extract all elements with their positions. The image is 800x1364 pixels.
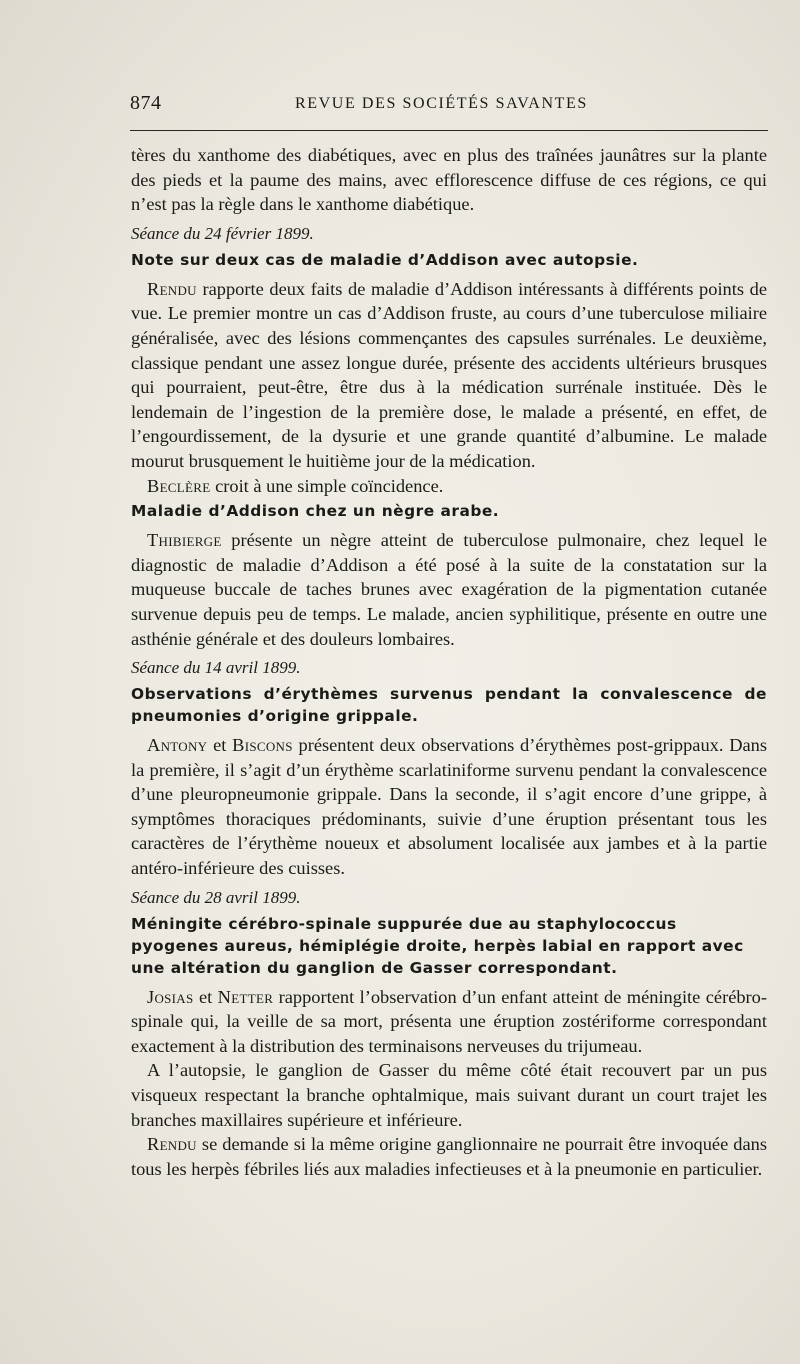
- paragraph: [131, 528, 767, 651]
- header-rule: [130, 130, 768, 131]
- paragraph-text: rapporte deux faits de maladie d’Addison intéressants à différents points de vue. Le premier montre un cas d’Addison fruste, au cours d’une tuberculose miliaire généralisée, avec des lésions commençantes des capsules surrénales. Le deuxième, classique pendant une assez longue durée, présente des accidents ultérieurs brusques qui pourraient, peut-être, être dus à la médication surrénale instituée. Dès le lendemain de l’ingestion de la première dose, le malade a présenté, en effet, de l’engourdissement, de la dysurie et une grande quantité d’albumine. Le malade mourut brusquement le huitième jour de la médication.: [131, 278, 767, 471]
- paragraph-text: rapportent l’observation d’un enfant atteint de méningite cérébro-spinale qui, la veille de sa mort, présenta une éruption zostériforme correspondant exactement à la distribution des terminaisons nerveuses du trijumeau.: [131, 986, 768, 1056]
- section-heading: Note sur deux cas de maladie d’Addison avec autopsie.: [131, 250, 639, 269]
- author-name: Josias: [147, 986, 194, 1007]
- paragraph: A l’autopsie, le ganglion de Gasser du même côté était recouvert par un pus visqueux respectant la branche ophtalmique, mais suivant durant un court trajet les branches maxillaires supérieure et inférieure.: [131, 1060, 767, 1130]
- paragraph: [131, 733, 767, 881]
- paragraph-text: présente un nègre atteint de tuberculose pulmonaire, chez lequel le diagnostic de maladie d’Addison a été posé à la suite de la constatation sur la muqueuse buccale de taches brunes avec exagération de la pigmentation cutanée survenue depuis peu de temps. Le malade, ancien syphilitique, présente en outre une asthénie générale et des douleurs lombaires.: [131, 530, 767, 649]
- page-body: [131, 143, 767, 1181]
- paragraph-text: présentent deux observations d’érythèmes post-grippaux. Dans la première, il s’agit d’un érythème scarlatiniforme survenu pendant la convalescence d’une pleuropneumonie grippale. Dans la seconde, il s’agit encore d’une grippe, à symptômes thoraciques prédominants, suivie d’une éruption présentant tous les caractères de l’érythème noueux et absolument localisée aux jambes et à la partie antéro-inférieure des cuisses.: [131, 735, 768, 879]
- author-name: Antony: [147, 735, 208, 756]
- author-name: Thibierge: [147, 530, 222, 551]
- paragraph-text: se demande si la même origine ganglionnaire ne pourrait être invoquée dans tous les herpès fébriles liés aux maladies infectieuses et à la pneumonie en particulier.: [131, 1134, 767, 1179]
- section-heading: Observations d’érythèmes survenus pendant la convalescence de pneumonies d’origine grippale.: [131, 685, 767, 726]
- author-name: Beclère: [147, 475, 211, 496]
- paragraph: [131, 985, 767, 1059]
- paragraph: [131, 1132, 767, 1181]
- paragraph-text: croit à une simple coïncidence.: [210, 475, 444, 496]
- session-date: Séance du 28 avril 1899.: [131, 887, 301, 907]
- section-heading: Méningite cérébro-spinale suppurée due au staphylococcus pyogenes aureus, hémiplégie droite, herpès labial en rapport avec une altération du ganglion de Gasser correspondant.: [131, 914, 744, 977]
- continued-paragraph: tères du xanthome des diabétiques, avec en plus des traînées jaunâtres sur la plante des pieds et la paume des mains, avec efflorescence diffuse de ces régions, ce qui n’est pas la règle dans le xanthome diabétique.: [131, 145, 767, 215]
- page-header: [130, 92, 768, 120]
- section-heading: Maladie d’Addison chez un nègre arabe.: [131, 502, 500, 521]
- paragraph: [131, 474, 767, 499]
- paragraph: [131, 277, 767, 474]
- author-name: Rendu: [147, 1134, 197, 1155]
- running-title: REVUE DES SOCIÉTÉS SAVANTES: [295, 95, 588, 112]
- conjunction: et: [207, 735, 233, 756]
- author-name: Netter: [217, 986, 274, 1007]
- author-name: Rendu: [147, 278, 197, 299]
- session-date: Séance du 14 avril 1899.: [131, 658, 301, 678]
- conjunction: et: [193, 986, 218, 1007]
- author-name: Biscons: [232, 735, 293, 756]
- page-number: 874: [130, 92, 162, 114]
- session-date: Séance du 24 février 1899.: [131, 223, 314, 243]
